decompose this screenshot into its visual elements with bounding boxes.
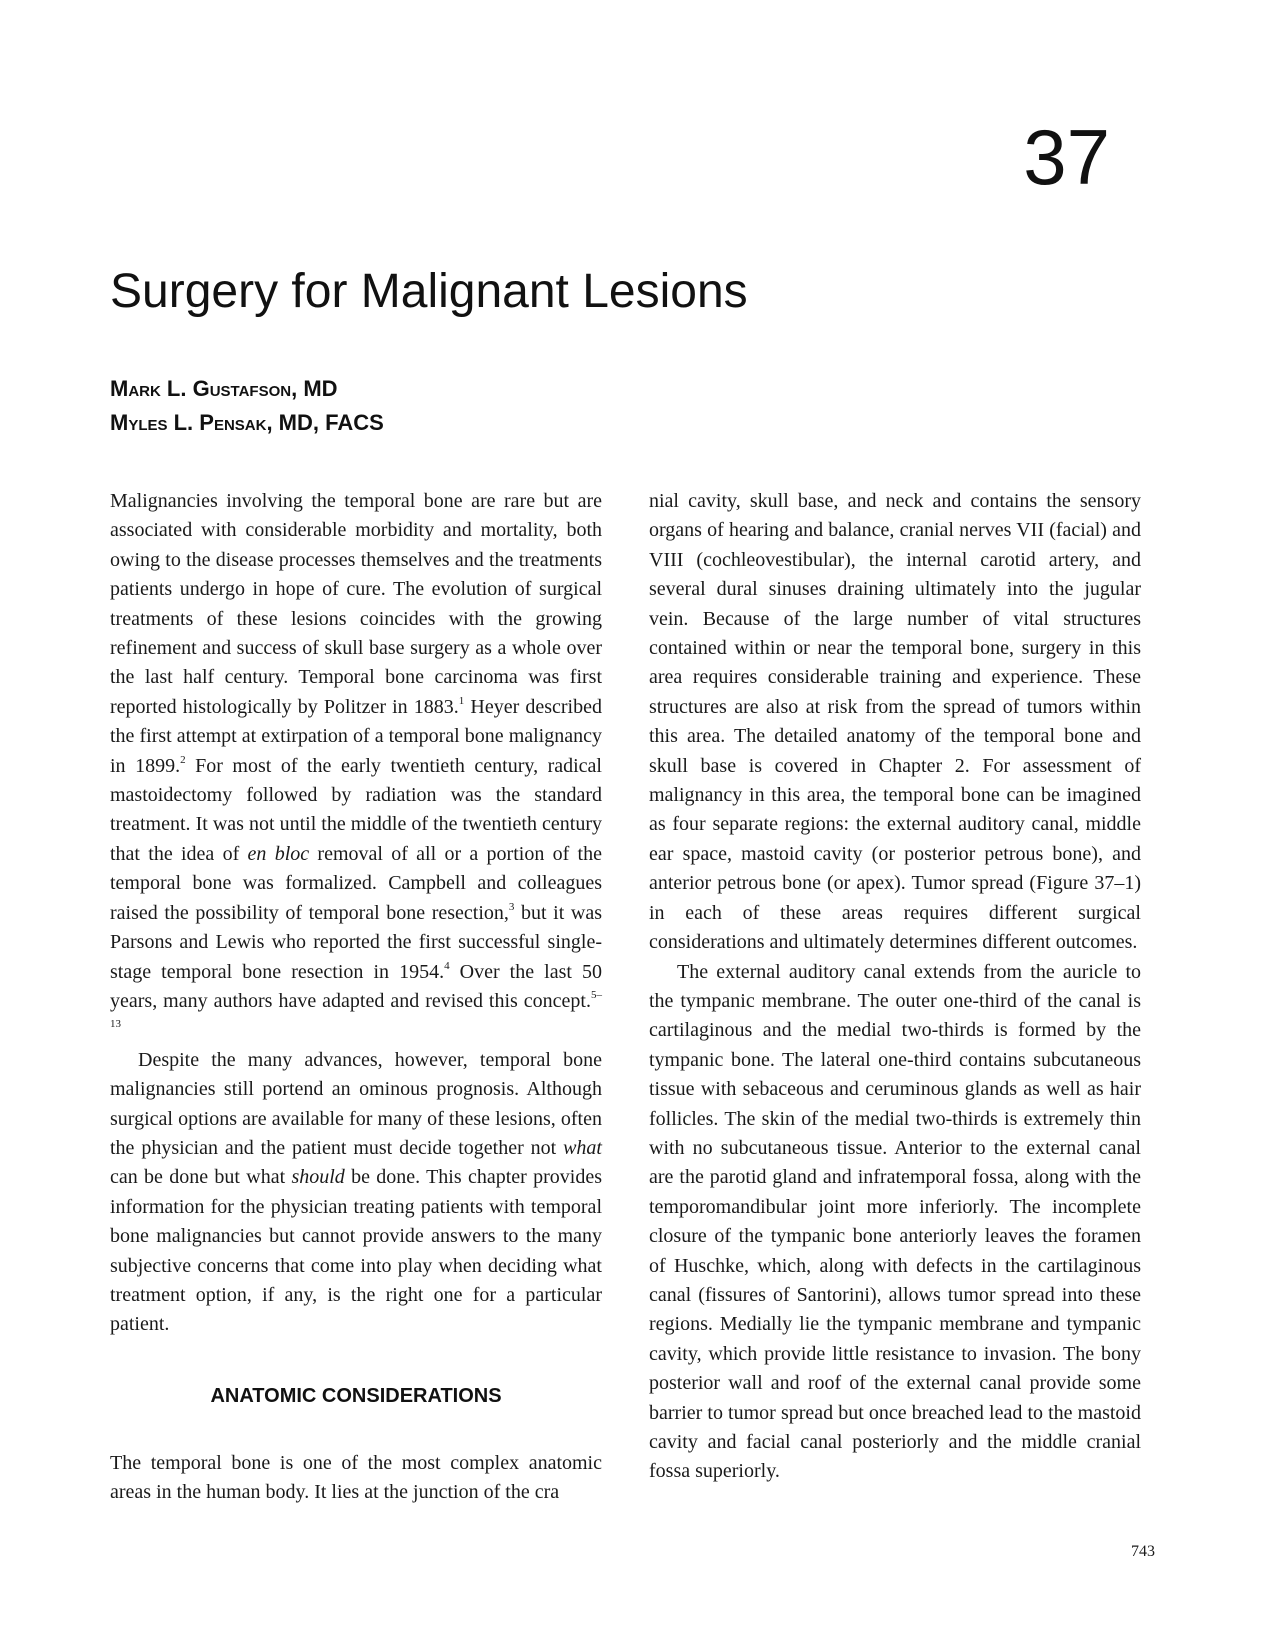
- text-run: Malignancies involving the temporal bone are rare but are associated with considerable morbidity and mortality, both owing to the disease processes themselves and the treatments patients undergo in hope of cure. The evolution of surgical treatments of these lesions coincides with the growing refinement and success of skull base surgery as a whole over the last half century. Temporal bone carcinoma was first reported histologically by Politzer in 1883.: [110, 490, 602, 718]
- body-paragraph: The external auditory canal extends from the auricle to the tympanic membrane. The outer one-third of the canal is cartilaginous and the medial two-thirds is formed by the tympanic bone. The lateral one-third contains subcutaneous tissue with sebaceous and ceruminous glands as well as hair follicles. The skin of the medial two-thirds is extremely thin with no subcutaneous tissue. Anterior to the external canal are the parotid gland and infratemporal fossa, along with the temporomandibular joint more inferiorly. The incomplete closure of the tympanic bone anteriorly leaves the foramen of Huschke, which, along with defects in the cartilaginous canal (fissures of Santorini), allows tumor spread into these regions. Medially lie the tympanic membrane and tympanic cavity, which provide little resistance to invasion. The bony posterior wall and roof of the external canal provide some barrier to tumor spread but once breached lead to the mastoid cavity and facial canal posteriorly and the middle cranial fossa superiorly.: [649, 960, 1141, 1483]
- page-number: 743: [1131, 1543, 1155, 1560]
- chapter-number: 37: [1023, 113, 1110, 201]
- body-paragraph: nial cavity, skull base, and neck and contains the sensory organs of hearing and balance, cranial nerves VII (facial) and VIII (cochleovestibular), the internal carotid artery, and several dural sinuses draining ultimately into the jugular vein. Because of the large number of vital structures contained within or near the temporal bone, surgery in this area requires considerable training and experience. These structures are also at risk from the spread of tumors within this area. The detailed anatomy of the temporal bone and skull base is covered in Chapter 2. For assessment of malignancy in this area, the temporal bone can be imagined as four separate regions: the external auditory canal, middle ear space, mastoid cavity (or posterior petrous bone), and anterior petrous bone (or apex). Tumor spread (Figure 37–1) in each of these areas requires different surgical considerations and ultimately determines different outcomes.: [649, 490, 1141, 954]
- text-run: Heyer described the first attempt at extirpation of a temporal bone malignancy in 1899.: [110, 695, 602, 777]
- text-run: can be done but what: [110, 1166, 292, 1189]
- text-run: but it was Parsons and Lewis who reported the first successful single-stage temporal bone resection in 1954.: [110, 901, 602, 983]
- reference-marker: 3: [508, 900, 515, 913]
- emphasis-text: en bloc: [247, 842, 310, 865]
- reference-marker: 5–13: [110, 988, 602, 1031]
- left-column: [110, 487, 602, 1508]
- reference-marker: 1: [458, 694, 465, 707]
- text-run: Despite the many advances, however, temporal bone malignancies still portend an ominous prognosis. Although surgical options are available for many of these lesions, often the physician and the patient must decide together not: [110, 1048, 602, 1159]
- text-run: be done. This chapter provides information for the physician treating patients with temporal bone malignancies but cannot provide answers to the many subjective concerns that come into play when deciding what treatment option, if any, is the right one for a particular patient.: [110, 1166, 602, 1336]
- section-heading: ANATOMIC CONSIDERATIONS: [210, 1384, 502, 1407]
- author-name: Myles L. Pensak, MD, FACS: [110, 410, 384, 435]
- author-list: [110, 372, 384, 440]
- reference-marker: 2: [180, 753, 186, 766]
- emphasis-text: what: [563, 1136, 602, 1159]
- text-run: Over the last 50 years, many authors have adapted and revised this concept.: [110, 960, 602, 1012]
- author-name: Mark L. Gustafson, MD: [110, 376, 338, 401]
- text-run: For most of the early twentieth century, radical mastoidectomy followed by radiation was the standard treatment. It was not until the middle of the twentieth century that the idea of: [110, 754, 602, 865]
- chapter-title: Surgery for Malignant Lesions: [110, 265, 748, 318]
- emphasis-text: should: [291, 1166, 345, 1189]
- body-paragraph: The temporal bone is one of the most complex anatomic areas in the human body. It lies at the junction of the cra: [110, 1451, 602, 1504]
- reference-marker: 4: [444, 959, 450, 972]
- body-paragraph: [110, 487, 602, 1046]
- text-run: removal of all or a portion of the temporal bone was formalized. Campbell and colleagues raised the possibility of temporal bone resection,: [110, 842, 602, 924]
- right-column: [649, 487, 1141, 1487]
- body-paragraph: [110, 1046, 602, 1340]
